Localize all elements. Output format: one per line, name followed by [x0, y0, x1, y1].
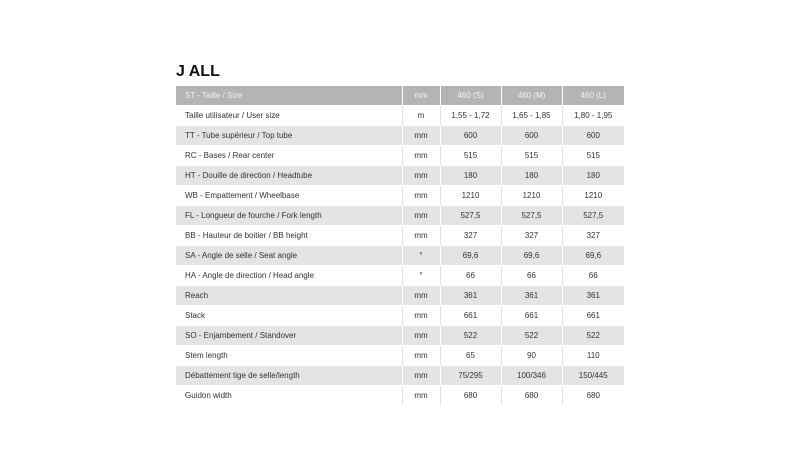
row-label: Stem length	[176, 346, 402, 366]
row-unit: mm	[402, 166, 440, 186]
table-row	[176, 306, 624, 326]
row-label: WB - Empattement / Wheelbase	[176, 186, 402, 206]
row-label: RC - Bases / Rear center	[176, 146, 402, 166]
row-value-s: 361	[440, 286, 501, 306]
row-value-m: 66	[501, 266, 562, 286]
row-value-s: 1210	[440, 186, 501, 206]
table-row	[176, 206, 624, 226]
row-value-l: 515	[562, 146, 624, 166]
header-size-l: 460 (L)	[562, 86, 624, 106]
table-body	[176, 106, 624, 406]
row-value-l: 1,80 - 1,95	[562, 106, 624, 126]
row-label: Stack	[176, 306, 402, 326]
row-label: SO - Enjambement / Standover	[176, 326, 402, 346]
table-row	[176, 386, 624, 406]
header-size-m: 460 (M)	[501, 86, 562, 106]
row-unit: mm	[402, 226, 440, 246]
row-value-l: 66	[562, 266, 624, 286]
row-value-m: 327	[501, 226, 562, 246]
header-size-s: 460 (S)	[440, 86, 501, 106]
table-row	[176, 146, 624, 166]
row-unit: mm	[402, 326, 440, 346]
table-row	[176, 106, 624, 126]
row-value-l: 180	[562, 166, 624, 186]
row-value-s: 327	[440, 226, 501, 246]
row-label: TT - Tube supérieur / Top tube	[176, 126, 402, 146]
row-value-s: 515	[440, 146, 501, 166]
row-value-s: 661	[440, 306, 501, 326]
table-row	[176, 266, 624, 286]
header-row	[176, 86, 624, 106]
row-label: BB - Hauteur de boitier / BB height	[176, 226, 402, 246]
row-label: Débattement tige de selle/length	[176, 366, 402, 386]
row-value-s: 75/295	[440, 366, 501, 386]
geometry-table	[176, 86, 624, 405]
row-unit: mm	[402, 146, 440, 166]
header-unit: mm	[402, 86, 440, 106]
table-row	[176, 326, 624, 346]
row-value-m: 600	[501, 126, 562, 146]
row-unit: mm	[402, 286, 440, 306]
row-value-l: 522	[562, 326, 624, 346]
row-label: Reach	[176, 286, 402, 306]
row-value-m: 1,65 - 1,85	[501, 106, 562, 126]
row-unit: mm	[402, 206, 440, 226]
table-row	[176, 186, 624, 206]
row-label: HA - Angle de direction / Head angle	[176, 266, 402, 286]
row-value-l: 600	[562, 126, 624, 146]
row-value-s: 680	[440, 386, 501, 406]
row-value-s: 600	[440, 126, 501, 146]
row-value-s: 522	[440, 326, 501, 346]
row-value-l: 327	[562, 226, 624, 246]
row-unit: mm	[402, 306, 440, 326]
row-value-m: 90	[501, 346, 562, 366]
table-header	[176, 86, 624, 106]
row-value-l: 661	[562, 306, 624, 326]
row-unit: mm	[402, 386, 440, 406]
table-row	[176, 346, 624, 366]
row-value-l: 110	[562, 346, 624, 366]
row-value-m: 527,5	[501, 206, 562, 226]
row-value-s: 66	[440, 266, 501, 286]
row-value-s: 1,55 - 1,72	[440, 106, 501, 126]
table-row	[176, 126, 624, 146]
row-unit: mm	[402, 126, 440, 146]
row-value-m: 680	[501, 386, 562, 406]
row-value-m: 100/346	[501, 366, 562, 386]
row-value-m: 180	[501, 166, 562, 186]
row-value-m: 69,6	[501, 246, 562, 266]
row-unit: mm	[402, 186, 440, 206]
table-row	[176, 246, 624, 266]
row-label: Guidon width	[176, 386, 402, 406]
row-label: FL - Longueur de fourche / Fork length	[176, 206, 402, 226]
row-label: SA - Angle de selle / Seat angle	[176, 246, 402, 266]
row-unit: m	[402, 106, 440, 126]
row-value-l: 1210	[562, 186, 624, 206]
row-label: HT - Douille de direction / Headtube	[176, 166, 402, 186]
header-label: ST - Taille / Size	[176, 86, 402, 106]
row-unit: mm	[402, 366, 440, 386]
row-value-m: 522	[501, 326, 562, 346]
row-value-s: 69,6	[440, 246, 501, 266]
table-row	[176, 366, 624, 386]
row-value-l: 361	[562, 286, 624, 306]
row-value-s: 65	[440, 346, 501, 366]
row-unit: °	[402, 266, 440, 286]
table-row	[176, 286, 624, 306]
row-value-s: 527,5	[440, 206, 501, 226]
row-value-l: 69,6	[562, 246, 624, 266]
row-value-s: 180	[440, 166, 501, 186]
row-value-l: 527,5	[562, 206, 624, 226]
row-value-m: 515	[501, 146, 562, 166]
page-title: J ALL	[176, 63, 220, 80]
row-unit: mm	[402, 346, 440, 366]
row-value-m: 1210	[501, 186, 562, 206]
table-row	[176, 166, 624, 186]
row-value-m: 361	[501, 286, 562, 306]
row-value-m: 661	[501, 306, 562, 326]
row-unit: °	[402, 246, 440, 266]
row-value-l: 150/445	[562, 366, 624, 386]
table-row	[176, 226, 624, 246]
row-value-l: 680	[562, 386, 624, 406]
row-label: Taille utilisateur / User size	[176, 106, 402, 126]
